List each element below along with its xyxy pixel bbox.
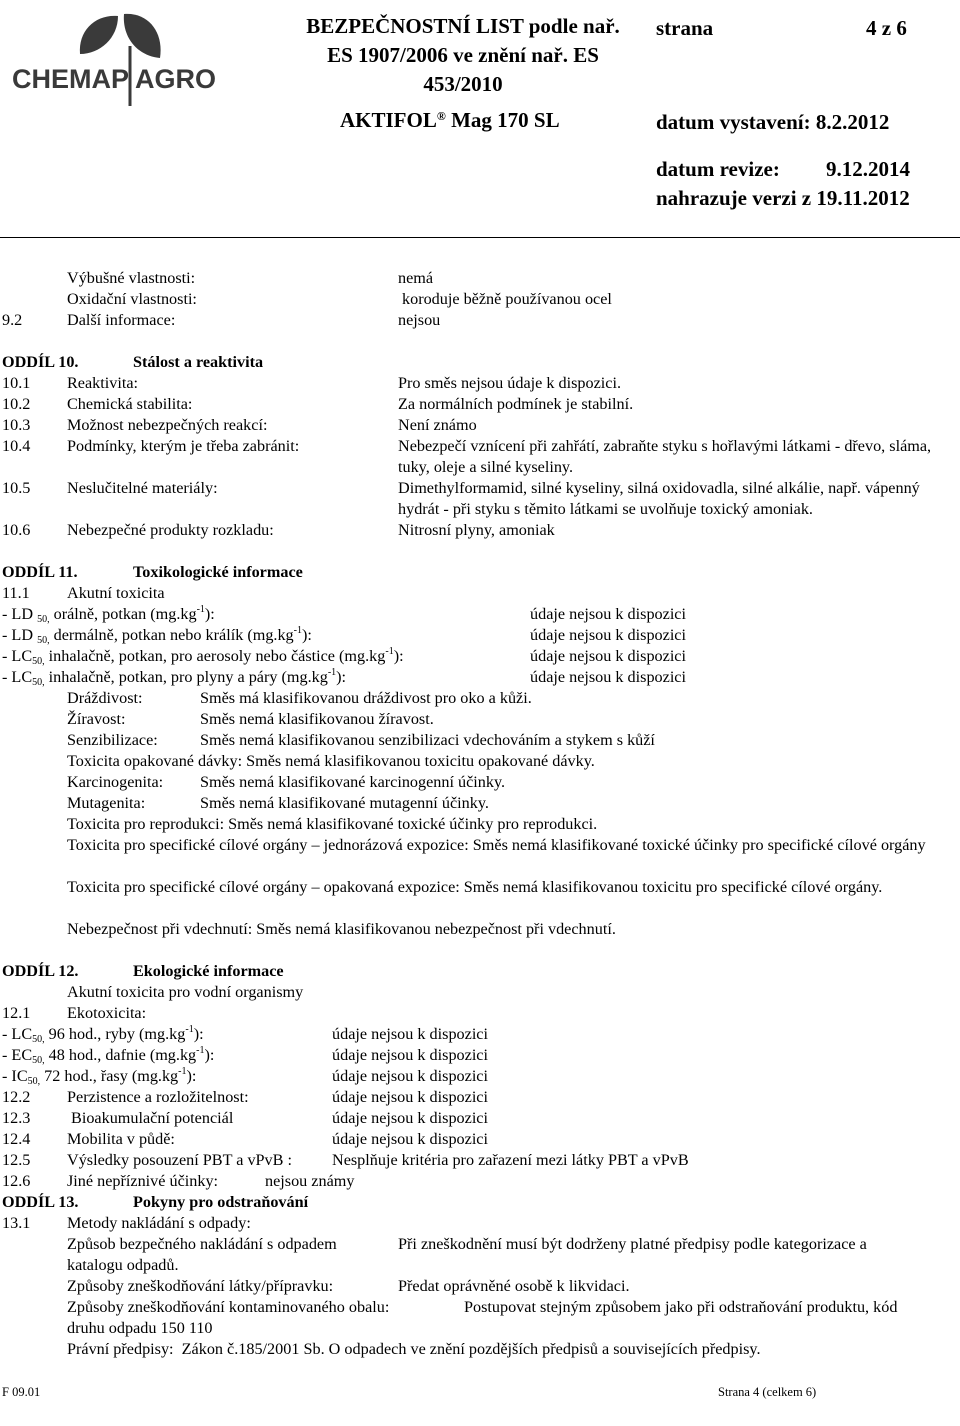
conditions-to-avoid-row: 10.4 Podmínky, kterým je třeba zabránit: Nebezpečí vznícení při zahřátí, zabraňte styku s hořlavými látkami - dřevo, sláma, tuky, oleje a silné kyseliny. (2, 437, 932, 476)
safe-handling-row: Způsob bezpečného nakládání s odpadem Při zneškodnění musí být dodrženy platné předpisy podle kategorizace a (67, 1235, 867, 1253)
oxidizing-properties-row: Oxidační vlastnosti: koroduje běžně používanou ocel (67, 290, 612, 308)
corrosion-row: Žíravost: Směs nemá klasifikovanou žíravost. (67, 710, 434, 728)
chemical-stability-row: 10.2 Chemická stabilita: Za normálních podmínek je stabilní. (2, 395, 634, 413)
page-indicator: strana 4 z 6 (656, 16, 907, 40)
bioaccumulation-row: 12.3 Bioakumulační potenciál údaje nejsou k dispozici (2, 1109, 488, 1127)
issue-date: datum vystavení: 8.2.2012 (656, 110, 890, 134)
explosive-properties-row: Výbušné vlastnosti: nemá (67, 269, 434, 287)
ec50-daphnia-row: - $EC_{50,}$ 48 hod., dafnie $(mg.kg^{-1})$: údaje nejsou k dispozici (2, 1045, 488, 1066)
document-title: BEZPEČNOSTNÍ LIST podle nař. ES 1907/2006 ve znění nař. ES 453/2010 (306, 14, 620, 96)
aspiration-row: Nebezpečnost při vdechnutí: Směs nemá klasifikovanou nebezpečnost při vdechnutí. (67, 920, 616, 938)
document-header (0, 0, 960, 238)
reactivity-row: 10.1 Reaktivita: Pro směs nejsou údaje k dispozici. (2, 374, 621, 392)
section-13-heading: ODDÍL 13. Pokyny pro odstraňování (2, 1193, 309, 1211)
packaging-disposal-row-cont: druhu odpadu 150 110 (67, 1319, 213, 1337)
irritation-row: Dráždivost: Směs má klasifikovanou dráždivost pro oko a kůži. (67, 689, 532, 707)
substance-disposal-row: Způsoby zneškodňování látky/přípravku: Předat oprávněné osobě k likvidaci. (67, 1277, 630, 1295)
safe-handling-row-cont: katalogu odpadů. (67, 1256, 179, 1274)
packaging-disposal-row: Způsoby zneškodňování kontaminovaného obalu: Postupovat stejným způsobem jako při odstraňování produktu, kód (67, 1298, 898, 1316)
form-code: F 09.01 (2, 1385, 41, 1399)
mutagenicity-row: Mutagenita: Směs nemá klasifikované mutagenní účinky. (67, 794, 489, 812)
other-adverse-effects-row: 12.6 Jiné nepříznivé účinky: nejsou známy (2, 1172, 355, 1190)
ecotoxicity-row: 12.1 Ekotoxicita: (2, 1004, 147, 1022)
persistence-row: 12.2 Perzistence a rozložitelnost: údaje nejsou k dispozici (2, 1088, 488, 1106)
aquatic-toxicity-row: Akutní toxicita pro vodní organismy (67, 983, 304, 1001)
footer-page-number: Strana 4 (celkem 6) (718, 1385, 817, 1399)
ld50-dermal-row: - LD $_{50,}$ dermálně, potkan nebo králík $(mg.kg^{-1})$: údaje nejsou k dispozici (2, 625, 686, 646)
stot-repeated-row: Toxicita pro specifické cílové orgány – opakovaná expozice: Směs nemá klasifikovanou toxicitu pro specifické cílové orgány. (67, 878, 883, 896)
incompatible-materials-row: 10.5 Neslučitelné materiály: Dimethylformamid, silné kyseliny, silná oxidovadla, silné alkálie, např. vápenný hydrát - při styku s těmito látkami se uvolňuje toxický amoniak. (2, 479, 920, 518)
section-11-heading: ODDÍL 11. Toxikologické informace (2, 563, 303, 581)
carcinogenicity-row: Karcinogenita: Směs nemá klasifikované karcinogenní účinky. (67, 773, 506, 791)
stot-single-row: Toxicita pro specifické cílové orgány – jednorázová expozice: Směs nemá klasifikované toxické účinky pro specifické cílové orgány (67, 836, 926, 854)
mobility-row: 12.4 Mobilita v půdě: údaje nejsou k dispozici (2, 1130, 488, 1148)
ld50-oral-row: - LD $_{50,}$ orálně, potkan $(mg.kg^{-1})$: údaje nejsou k dispozici (2, 604, 686, 625)
repeated-dose-row: Toxicita opakované dávky: Směs nemá klasifikovanou toxicitu opakované dávky. (67, 752, 595, 770)
decomposition-products-row: 10.6 Nebezpečné produkty rozkladu: Nitrosní plyny, amoniak (2, 521, 555, 539)
other-information-row: 9.2 Další informace: nejsou (2, 311, 441, 329)
hazardous-reactions-row: 10.3 Možnost nebezpečných reakcí: Není známo (2, 416, 477, 434)
waste-methods-row: 13.1 Metody nakládání s odpady: (2, 1214, 251, 1232)
legal-regulations-row: Právní předpisy: Zákon č.185/2001 Sb. O odpadech ve znění pozdějších předpisů a souvisejících předpisy. (67, 1340, 761, 1358)
lc50-fish-row: - $LC_{50,}$ 96 hod., ryby $(mg.kg^{-1})$: údaje nejsou k dispozici (2, 1024, 488, 1045)
acute-toxicity-row: 11.1 Akutní toxicita (2, 584, 165, 602)
section-12-heading: ODDÍL 12. Ekologické informace (2, 962, 284, 980)
svg-text:CHEMAP: CHEMAP (12, 64, 130, 94)
pbt-assessment-row: 12.5 Výsledky posouzení PBT a vPvB : Nesplňuje kritéria pro zařazení mezi látky PBT a vPvB (2, 1151, 689, 1169)
svg-text:AGRO: AGRO (135, 64, 216, 94)
sensitization-row: Senzibilizace: Směs nemá klasifikovanou senzibilizaci vdechováním a stykem s kůží (67, 731, 655, 749)
reproductive-toxicity-row: Toxicita pro reprodukci: Směs nemá klasifikované toxické účinky pro reprodukci. (67, 815, 598, 833)
lc50-gas-row: - $LC_{50,}$ inhalačně, potkan, pro plyny a páry $(mg.kg^{-1})$: údaje nejsou k dispozici (2, 667, 686, 688)
document-body (0, 268, 960, 1360)
revision-date: datum revize: 9.12.2014 (656, 157, 910, 181)
ic50-algae-row: - $IC_{50,}$ 72 hod., řasy $(mg.kg^{-1})$: údaje nejsou k dispozici (2, 1066, 488, 1087)
section-10-heading: ODDÍL 10. Stálost a reaktivita (2, 353, 264, 371)
replaces-version: nahrazuje verzi z 19.11.2012 (656, 186, 910, 210)
chemap-agro-logo (8, 8, 218, 128)
header-divider (0, 237, 960, 238)
product-name: AKTIFOL® Mag 170 SL (340, 108, 560, 132)
lc50-aerosol-row: - $LC_{50,}$ inhalačně, potkan, pro aerosoly nebo částice $(mg.kg^{-1})$: údaje nejsou k dispozici (2, 646, 686, 667)
